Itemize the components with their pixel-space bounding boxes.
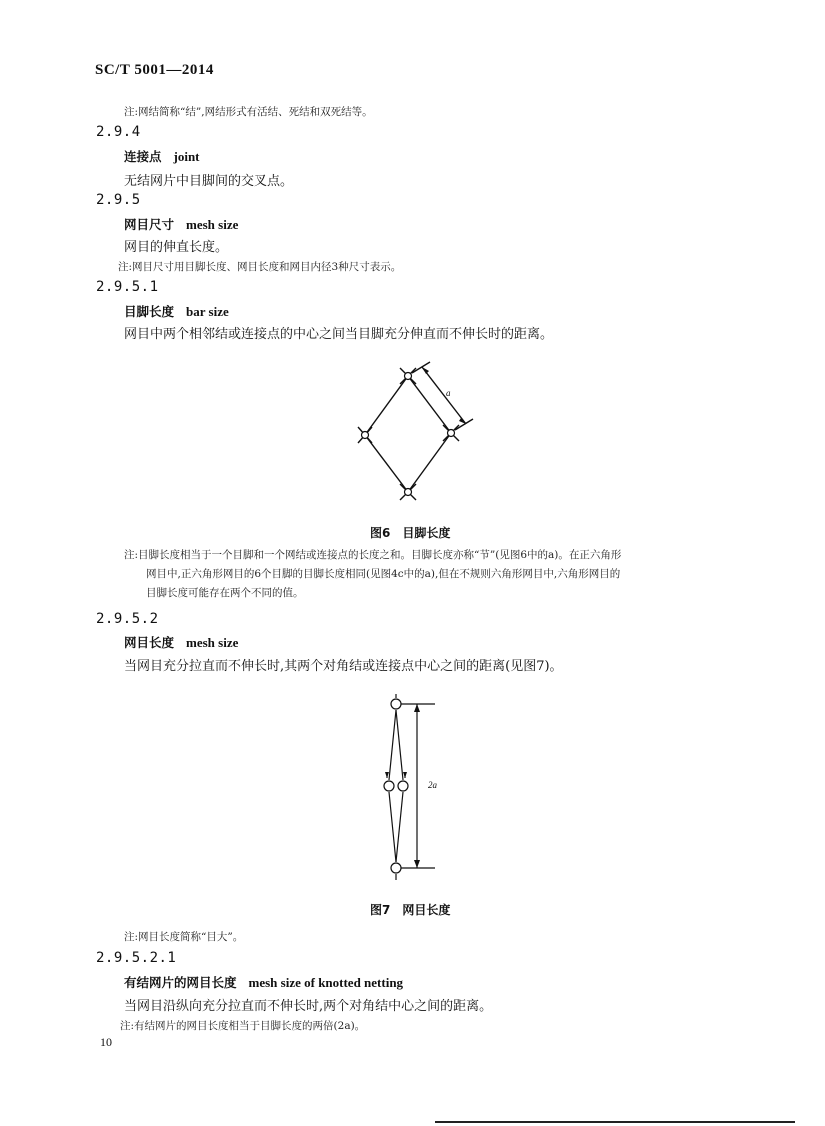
note-line: 网目中,正六角形网目的6个目脚的目脚长度相同(见图4c中的a),但在不规则六角形网目中,六角形网目的 — [146, 568, 621, 580]
term-cn: 网目尺寸 — [124, 217, 175, 232]
page-number: 10 — [100, 1035, 112, 1049]
term-joint — [124, 147, 200, 165]
definition-bar-size: 网目中两个相邻结或连接点的中心之间当目脚充分伸直而不伸长时的距离。 — [124, 327, 554, 342]
term-knotted-mesh-size — [124, 973, 403, 991]
section-number: 2.9.5.2 — [96, 611, 159, 627]
document-code: SC/T 5001—2014 — [95, 62, 214, 78]
term-en: mesh size of knotted netting — [248, 975, 404, 990]
definition-knotted-mesh-size: 当网目沿纵向充分拉直而不伸长时,两个对角结中心之间的距离。 — [124, 999, 493, 1014]
section-number: 2.9.5.2.1 — [96, 950, 177, 966]
figure-6-diagram — [350, 360, 480, 510]
term-en: mesh size — [186, 635, 239, 650]
term-bar-size — [124, 302, 229, 320]
term-mesh-size — [124, 215, 238, 233]
figure-6-label-a: a — [446, 388, 451, 398]
note-bar-size — [124, 546, 744, 603]
definition-mesh-size: 网目的伸直长度。 — [124, 240, 229, 255]
term-en: bar size — [186, 304, 229, 319]
section-number: 2.9.5.1 — [96, 279, 159, 295]
term-cn: 目脚长度 — [124, 304, 175, 319]
term-mesh-size-2 — [124, 633, 238, 651]
note-knot: 注:网结简称“结”,网结形式有活结、死结和双死结等。 — [124, 106, 373, 118]
bottom-rule — [435, 1121, 795, 1123]
section-number: 2.9.4 — [96, 124, 141, 140]
term-cn: 连接点 — [124, 149, 162, 164]
note-line: 目脚长度可能存在两个不同的值。 — [146, 587, 304, 599]
note-knotted-mesh-size: 注:有结网片的网目长度相当于目脚长度的两倍(2a)。 — [120, 1020, 366, 1032]
definition-mesh-length: 当网目充分拉直而不伸长时,其两个对角结或连接点中心之间的距离(见图7)。 — [124, 659, 563, 674]
term-cn: 网目长度 — [124, 635, 175, 650]
term-en: joint — [173, 149, 200, 164]
note-line: 注:目脚长度相当于一个目脚和一个网结或连接点的长度之和。目脚长度亦称“节”(见图6中的a)。在正六角形 — [124, 549, 622, 561]
definition-joint: 无结网片中目脚间的交叉点。 — [124, 174, 294, 189]
figure-6-caption: 图6 目脚长度 — [370, 526, 451, 540]
figure-7-caption: 图7 网目长度 — [370, 903, 451, 917]
section-number: 2.9.5 — [96, 192, 141, 208]
note-mesh-length: 注:网目长度简称“目大”。 — [124, 931, 244, 943]
figure-7-label-2a: 2a — [428, 780, 437, 790]
term-cn: 有结网片的网目长度 — [124, 975, 237, 990]
figure-7-diagram — [375, 690, 440, 890]
term-en: mesh size — [186, 217, 239, 232]
note-mesh-size: 注:网目尺寸用目脚长度、网目长度和网目内径3种尺寸表示。 — [118, 261, 402, 273]
